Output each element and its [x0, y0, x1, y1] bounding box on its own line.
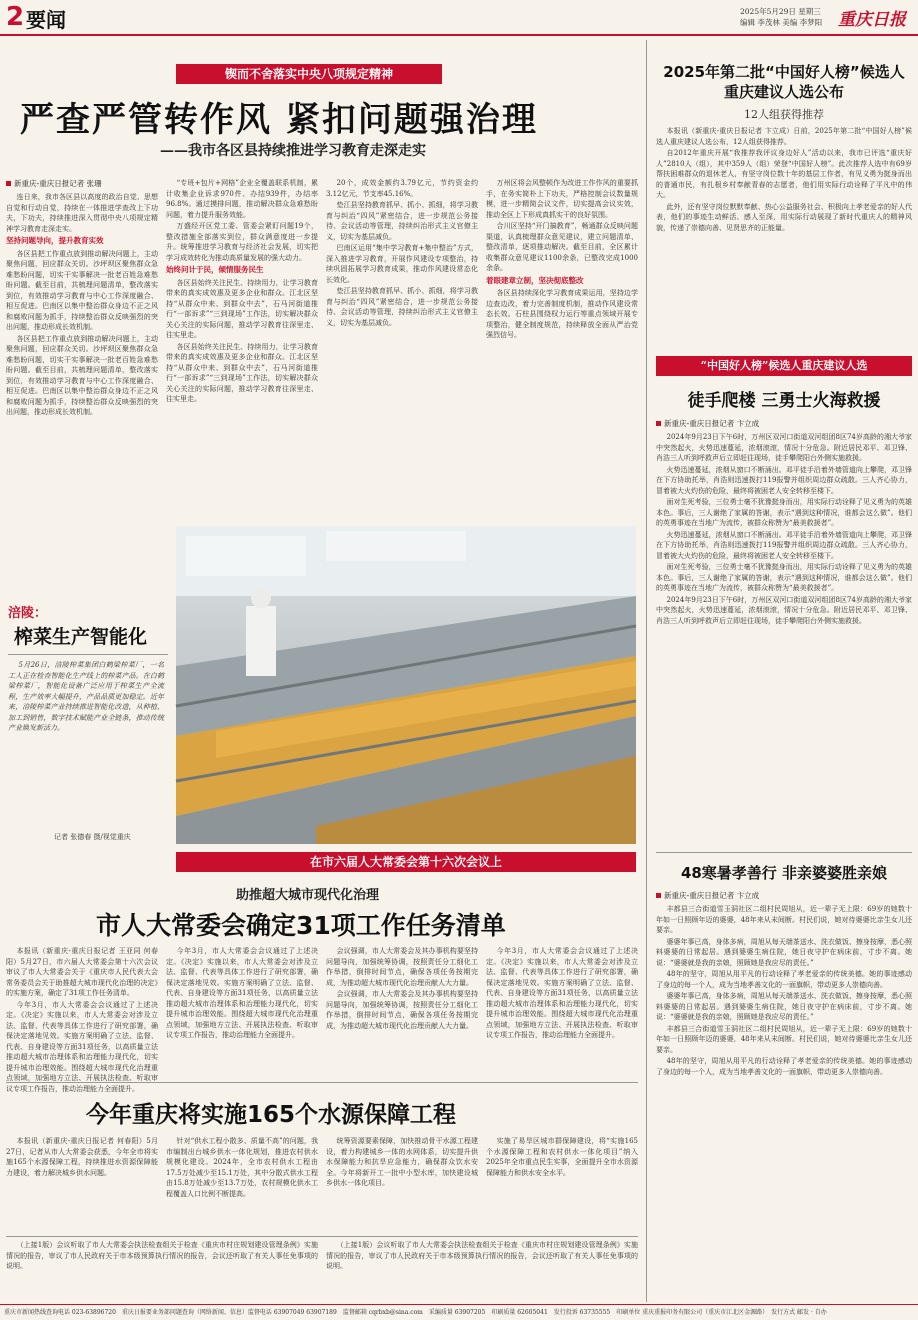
lead-subhead-3: 着眼建章立制，坚决彻底整改 — [486, 275, 584, 285]
lead-headline: 严查严管转作风 紧扣问题强治理 — [20, 100, 538, 140]
section-name: 要闻 — [26, 8, 66, 32]
npc-banner-text: 在市六届人大常委会第十六次会议上 — [309, 855, 502, 869]
right-bottom-headline: 48寒暑孝善行 非亲婆婆胜亲娘 — [680, 864, 888, 882]
npc-headline: 市人大常委会确定31项工作任务清单 — [96, 911, 506, 940]
lead-column-2: “专班+包片+网格”企业全覆盖联系机制，累计收集企业诉求970件、办结939件，办结率96.8%。通过摸排问题，推动解决群众急难愁盼问题，着力提升服务效能。 万盛经开区党工委、管委会紧盯问题19个，整改措施全部落实到位，群众满意度进一步提升。统筹推进学习教育与经济社会发展，切实把学习成效转化为推动高质量发展的强大动力。 始终问计于民，倾情服务民生 各区县始终关注民生、持续用力，让学习教育带来的真实成效惠及更多企业和群众。江北区坚持“从群众中来、到群众中去”，石马河街道推行“一部诉求”“三到现场”工作法，切实解决群众关心关注的实际问题，推动学习教育往深里走、往实里走。 各区县始终关注民生、持续用力，让学习教育带来的真实成效惠及更多企业和群众。江北区坚持“从群众中来、到群众中去”，石马河街道推行“一部诉求”“三到现场”工作法，切实解决群众关心关注的实际问题，推动学习教育往深里走、往实里走。 — [166, 179, 318, 403]
lead-subhead-2: 始终问计于民，倾情服务民生 — [166, 265, 264, 274]
right-top-subheadline: 12人组获得推荐 — [744, 108, 824, 121]
footer-rule — [0, 1304, 918, 1305]
lead-byline: 新重庆-重庆日报记者 张珊 — [6, 178, 186, 189]
npc-column-1: 本报讯（新重庆-重庆日报记者 王亚同 何春阳）5月27日，市六届人大常委会第十六次会议审议了市人大常委会关于《重庆市人民代表大会常务委员会关于助推超大城市现代化治理的决定》的实施方案，确定了31项工作任务清单。 今年3月，市人大常委会会议通过了上述决定。《决定》实施以来，市人大常委会对涉及立法、监督、代表等具体工作进行了研究部署，确保决定落地见效。实施方案明确了立法、监督、代表、自身建设等方面31项任务，以高质量立法推动超大城市治理体系和治理能力现代化，切实提升城市治理效能。围绕超大城市现代化治理重点领域，加强地方立法、开展执法检查、听取审议专项工作报告，推动治理能力全面提升。 — [6, 947, 158, 1093]
masthead-rule — [0, 34, 918, 36]
water-column-1: 本报讯（新重庆-重庆日报记者 何春阳）5月27日，记者从市人大常委会获悉，今年全市将实施165个水源保障工程，持续推进水资源保障能力建设，着力解决城乡供水问题。 — [6, 1137, 158, 1177]
right-mid-banner-text: “中国好人榜”候选人重庆建议人选 — [700, 359, 868, 372]
newspaper-logo: 重庆日报 — [838, 10, 906, 30]
right-mid-body: 2024年9月23日下午6时，万州区双河口街道双河组团8区74岁高龄的湘大爷家中突然起火，火势迅速蔓延，浓烟滚滚，情况十分危急。附近居民邓平、邓卫锋、肖浩三人听到呼救声后立即赶往现场，徒手攀爬阳台外侧实施救援。 火势迅速蔓延，浓烟从窗口不断涌出。邓平徒手沿着外墙管道向上攀爬，邓卫锋在下方协助托举，肖浩则迅速拨打119报警并组织周边群众疏散。三人齐心协力，冒着被大火灼伤的危险，最终将被困老人安全转移至楼下。 面对生死考验，三位勇士毫不犹豫挺身而出，用实际行动诠释了见义勇为的英雄本色。事后，三人谢绝了家属的答谢，表示“遇到这种情况，谁都会这么做”。他们的英勇事迹在当地广为流传，被群众称赞为“最美救援者”。 火势迅速蔓延，浓烟从窗口不断涌出。邓平徒手沿着外墙管道向上攀爬，邓卫锋在下方协助托举，肖浩则迅速拨打119报警并组织周边群众疏散。三人齐心协力，冒着被大火灼伤的危险，最终将被困老人安全转移至楼下。 面对生死考验，三位勇士毫不犹豫挺身而出，用实际行动诠释了见义勇为的英雄本色。事后，三人谢绝了家属的答谢，表示“遇到这种情况，谁都会这么做”。他们的英勇事迹在当地广为流传，被群众称赞为“最美救援者”。 2024年9月23日下午6时，万州区双河口街道双河组团8区74岁高龄的湘大爷家中突然起火，火势迅速蔓延，浓烟滚滚，情况十分危急。附近居民邓平、邓卫锋、肖浩三人听到呼救声后立即赶往现场，徒手攀爬阳台外侧实施救援。 — [656, 433, 912, 625]
right-top-headline: 2025年第二批“中国好人榜”候选人重庆建议人选公布 — [663, 63, 905, 101]
continued-column-2: （上接1版）会议听取了市人大常委会执法检查组关于检查《重庆市村庄规划建设管理条例》实施情况的报告，审议了市人民政府关于市本级预算执行情况的报告，会议还听取了有关人事任免事项的说明。 — [326, 1241, 638, 1270]
npc-kicker: 助推超大城市现代化治理 — [236, 888, 380, 903]
right-bottom-body: 丰都县三合街道雪玉洞社区二组村民周旭从，近一辈子无上限：69岁的她数十年如一日照顾年迈的婆婆，48年来从未间断。村民们说，她对待婆婆比亲生女儿还要亲。 婆婆年事已高，身体多病，周旭从每天端茶送水、洗衣做饭、擦身按摩，悉心照料婆婆的日常起居。遇到婆婆生病住院，她日夜守护在病床前，寸步不离。她说：“婆婆就是我的亲娘，照顾她是我应尽的责任。” 48年的坚守，周旭从用平凡的行动诠释了孝老爱亲的传统美德。她的事迹感动了身边的每一个人，成为当地孝善文化的一面旗帜，带动更多人崇德向善。 婆婆年事已高，身体多病，周旭从每天端茶送水、洗衣做饭、擦身按摩，悉心照料婆婆的日常起居。遇到婆婆生病住院，她日夜守护在病床前，寸步不离。她说：“婆婆就是我的亲娘，照顾她是我应尽的责任。” 丰都县三合街道雪玉洞社区二组村民周旭从，近一辈子无上限：69岁的她数十年如一日照顾年迈的婆婆，48年来从未间断。村民们说，她对待婆婆比亲生女儿还要亲。 48年的坚守，周旭从用平凡的行动诠释了孝老爱亲的传统美德。她的事迹感动了身边的每一个人，成为当地孝善文化的一面旗帜，带动更多人崇德向善。 — [656, 905, 912, 1076]
feature-caption: 5月26日，涪陵榨菜集团白鹤梁榨菜厂，一名工人正在检查智能化生产线上的榨菜产品。在白鹤梁榨菜厂，智能化设备广泛应用于榨菜生产全流程，生产效率大幅提升，产品品质更加稳定。近年来，涪陵榨菜产业持续推进智能化改造，从种植、加工到销售，数字技术赋能产业全链条，推动传统产业焕发新活力。 — [8, 661, 164, 732]
date-line: 2025年5月29日 星期三 — [740, 7, 821, 16]
right-mid-banner — [656, 356, 912, 376]
lead-column-3: 20个，成效金额约3.79亿元，节约资金约3.12亿元，节支率45.16%。 垫江县坚持教育抓早、抓小、抓细，将学习教育与纠治“四风”紧密结合，进一步规范公务接待、会议活动等管理，持续纠治形式主义官僚主义，切实为基层减负。 巴南区运用“集中学习教育+集中整治”方式，深入推进学习教育，开展作风建设专项整治，持续巩固拓展学习教育成果，推动作风建设常态化长效化。 垫江县坚持教育抓早、抓小、抓细，将学习教育与纠治“四风”紧密结合，进一步规范公务接待、会议活动等管理，持续纠治形式主义官僚主义，切实为基层减负。 — [326, 179, 478, 327]
npc-column-3: 会议强调，市人大常委会及其办事机构要坚持问题导向，加强统筹协调，按照责任分工细化工作举措，倒排时间节点，确保各项任务按期完成，为推动超大城市现代化治理贡献人大力量。 会议强调，市人大常委会及其办事机构要坚持问题导向，加强统筹协调，按照责任分工细化工作举措，倒排时间节点，确保各项任务按期完成，为推动超大城市现代化治理贡献人大力量。 — [326, 947, 478, 1030]
byline-square-icon — [656, 421, 661, 426]
npc-banner — [176, 852, 636, 872]
feature-tag: 涪陵： — [8, 606, 48, 621]
npc-column-2: 今年3月，市人大常委会会议通过了上述决定。《决定》实施以来，市人大常委会对涉及立法、监督、代表等具体工作进行了研究部署，确保决定落地见效。实施方案明确了立法、监督、代表、自身建设等方面31项任务，以高质量立法推动超大城市治理体系和治理能力现代化，切实提升城市治理效能。围绕超大城市现代化治理重点领域，加强地方立法、开展执法检查、听取审议专项工作报告，推动治理能力全面提升。 — [166, 947, 318, 1039]
byline-square-icon — [6, 181, 11, 186]
water-column-4: 实施了易旱区城市群保障建设，将“实施165个水源保障工程和农村供水一体化项目”纳入2025年全市重点民生实事，全面提升全市水资源保障能力和供水安全水平。 — [486, 1137, 638, 1177]
factory-photo-illustration — [176, 526, 636, 844]
feature-credit: 记者 张德春 摄/视觉重庆 — [54, 833, 131, 841]
lead-column-4: 万州区将会风整顿作为改进工作作风的重要抓手，在务实简朴上下功夫，严格控制会议数量规模，进一步精简会议文件，切实提高会议实效，推动全区上下形成真抓实干的良好氛围。 合川区坚持“开门搞教育”，畅通群众反映问题渠道，认真梳理群众意见建议，建立问题清单、整改清单，逐项推动解决。截至目前，全区累计收集群众意见建议1100余条，已整改完成1000余条。 着眼建章立制，坚决彻底整改 各区县持续深化学习教育成果运用，坚持边学边查边改，着力完善制度机制，推动作风建设常态长效。石柱县围绕权力运行等重点领域开展专项整治，健全制度规范，持续释放全面从严治党强烈信号。 — [486, 179, 638, 339]
footer-info: 重庆市新闻热线查询电话 023-63896720 重庆日报要业务部问题查询（网络新闻、信息）监督电话 63907049 63907189 监督邮箱 cqrbxb@sina.com 采编质量 63907205 印刷质量 62605041 发行投诉 63735555 印刷单位 重庆重报印务有限公司（重庆市江北区金源路） 发行方式 邮发 · 自办 — [4, 1309, 827, 1316]
water-column-2: 针对“供水工程小散多、质量不高”的问题，我市编制出台城乡供水一体化规划，推进农村供水规模化建设。2024年，全市农村供水工程由17.5万处减少至15.1万处，其中分散式供水工程由15.8万处减少至13.7万处，农村规模化供水工程覆盖人口比例不断提高。 — [166, 1137, 318, 1198]
right-mid-headline: 徒手爬楼 三勇士火海救援 — [687, 391, 881, 411]
continued-column-1: （上接1版）会议听取了市人大常委会执法检查组关于检查《重庆市村庄规划建设管理条例》实施情况的报告，审议了市人民政府关于市本级预算执行情况的报告，会议还听取了有关人事任免事项的说明。 — [6, 1241, 318, 1270]
right-mid-byline: 新重庆-重庆日报记者 卞立成 — [656, 418, 912, 429]
factory-photo — [176, 526, 636, 844]
water-column-3: 统筹资源要素保障，加快推动骨干水源工程建设，着力构建城乡一体的水网体系，切实提升供水保障能力和抗旱应急能力，确保群众饮水安全。今年将新开工一批中小型水库，加快建设城乡供水一体化项目。 — [326, 1137, 478, 1187]
lead-column-1: 连日来，我市各区县以高度的政治自觉、思想自觉和行动自觉，持续在一体推进学查改上下功夫，下功夫，持续推进深入贯彻中央八项规定精神学习教育走深走实。 坚持问题导向，提升教育实效 各区县把工作重点放到推动解决问题上，主动聚焦问题，回应群众关切。沙坪坝区聚焦群众急难愁盼问题，切实干实事解决一批老百姓急难愁盼问题。截至目前，共梳理问题清单，整改落实到位，有效推动学习教育与中心工作深度融合、相互促进。巴南区以集中整治群众身边不正之风和腐败问题为抓手，持续整治群众反映强烈的突出问题，推动形成长效机制。 各区县把工作重点放到推动解决问题上，主动聚焦问题，回应群众关切。沙坪坝区聚焦群众急难愁盼问题，切实干实事解决一批老百姓急难愁盼问题。截至目前，共梳理问题清单，整改落实到位，有效推动学习教育与中心工作深度融合、相互促进。巴南区以集中整治群众身边不正之风和腐败问题为抓手，持续整治群众反映强烈的突出问题，推动形成长效机制。 — [6, 193, 158, 416]
lead-kicker-banner — [176, 64, 442, 84]
editors: 编辑 李茂林 美编 李梦阳 — [740, 18, 823, 27]
lead-kicker: 锲而不舍落实中央八项规定精神 — [224, 67, 393, 81]
page-number: 2 — [6, 2, 25, 32]
right-top-body: 本报讯（新重庆-重庆日报记者 卞立成）日前，2025年第二批“中国好人榜”候选人重庆建议人选公布，12人组获得推荐。 自2012年重庆开展“我推荐我评议身边好人”活动以来，我市已评选“重庆好人”2810人（组），其中359人（组）荣登“中国好人榜”。此次推荐人选中有69岁帮扶困难群众的退休老人，有坚守岗位数十年的基层工作者，有见义勇为挺身而出的普通市民，有扎根乡村奉献青春的志愿者，他们用实际行动诠释了平凡中的伟大。 此外，还有坚守岗位默默奉献、热心公益服务社会、积极向上孝老爱亲的好人代表，他们的事迹生动鲜活、感人至深，用实际行动展现了新时代重庆人的精神风貌，传递了崇德向善、见贤思齐的正能量。 — [656, 127, 912, 232]
lead-subheadline: ——我市各区县持续推进学习教育走深走实 — [160, 143, 426, 159]
byline-square-icon — [656, 893, 661, 898]
npc-column-4: 今年3月，市人大常委会会议通过了上述决定。《决定》实施以来，市人大常委会对涉及立法、监督、代表等具体工作进行了研究部署，确保决定落地见效。实施方案明确了立法、监督、代表、自身建设等方面31项任务，以高质量立法推动超大城市治理体系和治理能力现代化，切实提升城市治理效能。围绕超大城市现代化治理重点领域，加强地方立法、开展执法检查、听取审议专项工作报告，推动治理能力全面提升。 — [486, 947, 638, 1039]
feature-title: 榨菜生产智能化 — [14, 626, 148, 648]
right-bottom-byline: 新重庆-重庆日报记者 卞立成 — [656, 890, 912, 901]
water-headline: 今年重庆将实施165个水源保障工程 — [86, 1102, 457, 1128]
lead-subhead-1: 坚持问题导向，提升教育实效 — [6, 236, 104, 245]
masthead — [0, 0, 918, 34]
